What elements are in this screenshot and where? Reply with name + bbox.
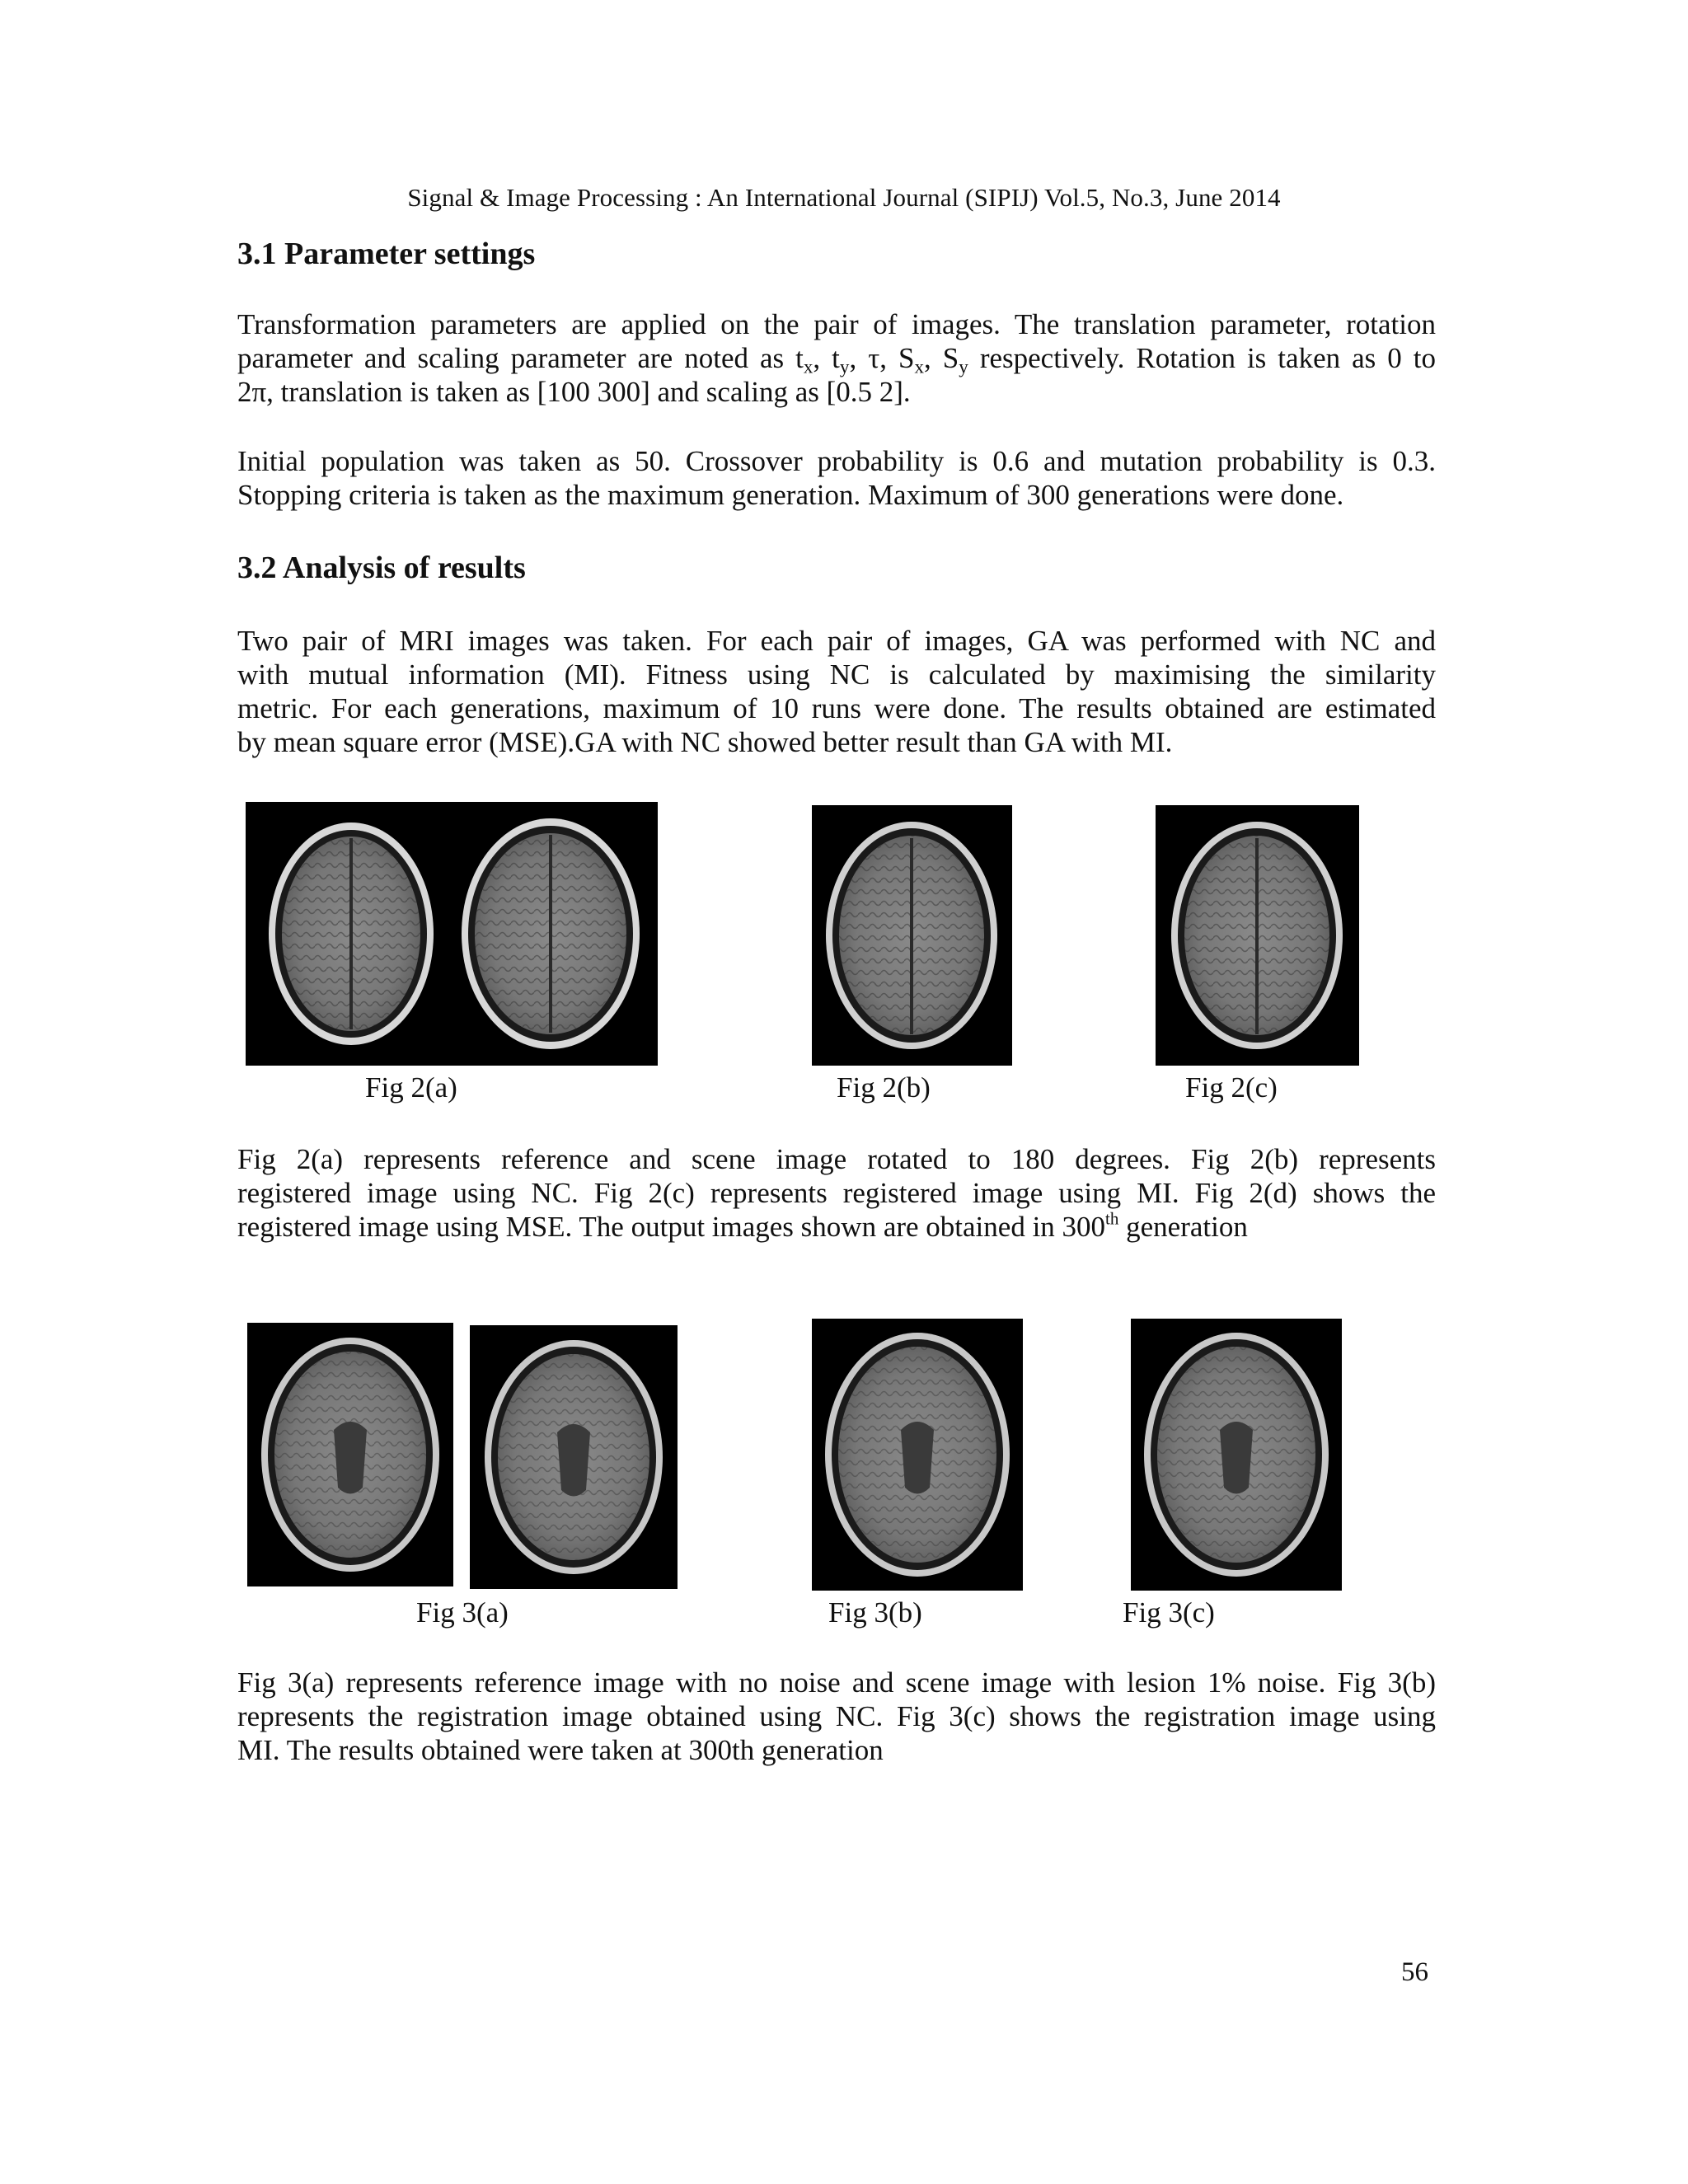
- running-header: Signal & Image Processing : An International Journal (SIPIJ) Vol.5, No.3, June 2014: [407, 183, 1281, 212]
- fig-2a-image: [246, 802, 658, 1066]
- fig-3-description: [237, 1666, 1436, 1767]
- text-line: registered image using NC. Fig 2(c) represents registered image using MI. Fig 2(d) shows the: [237, 1177, 1436, 1209]
- text-line: metric. For each generations, maximum of 10 runs were done. The results obtained are estimated: [237, 692, 1436, 724]
- section-heading-3-1: 3.1 Parameter settings: [237, 237, 536, 271]
- fig-3b-image: [812, 1319, 1023, 1591]
- text-line: Fig 3(a) represents reference image with no noise and scene image with lesion 1% noise. Fig 3(b): [237, 1666, 1436, 1699]
- text-line: by mean square error (MSE).GA with NC showed better result than GA with MI.: [237, 726, 1173, 758]
- text-line: Fig 2(a) represents reference and scene image rotated to 180 degrees. Fig 2(b) represents: [237, 1143, 1436, 1175]
- text-line: represents the registration image obtained using NC. Fig 3(c) shows the registration image using: [237, 1700, 1436, 1732]
- section-heading-3-2: 3.2 Analysis of results: [237, 551, 526, 585]
- fig-2c-caption: Fig 2(c): [1185, 1071, 1278, 1104]
- analysis-paragraph: [237, 624, 1436, 759]
- fig-2b-image: [812, 805, 1012, 1066]
- fig-2a-caption: Fig 2(a): [365, 1071, 457, 1104]
- text-line: Stopping criteria is taken as the maximum generation. Maximum of 300 generations were done.: [237, 479, 1344, 511]
- text-line: 2π, translation is taken as [100 300] and scaling as [0.5 2].: [237, 376, 911, 408]
- fig-3c-image: [1131, 1319, 1342, 1591]
- text-line: with mutual information (MI). Fitness using NC is calculated by maximising the similarity: [237, 658, 1436, 691]
- parameter-settings-paragraph-2: [237, 444, 1436, 512]
- parameter-settings-paragraph-1: [237, 307, 1436, 409]
- text-line: MI. The results obtained were taken at 300th generation: [237, 1734, 884, 1766]
- fig-3c-caption: Fig 3(c): [1123, 1596, 1215, 1629]
- page-number: 56: [1401, 1957, 1428, 1987]
- text-line: registered image using MSE. The output images shown are obtained in 300th generation: [237, 1208, 1248, 1243]
- text-line: Transformation parameters are applied on the pair of images. The translation parameter, rotation: [237, 308, 1436, 340]
- fig-3a-caption: Fig 3(a): [416, 1596, 509, 1629]
- text-line: Initial population was taken as 50. Crossover probability is 0.6 and mutation probability is 0.3.: [237, 445, 1436, 477]
- fig-3b-caption: Fig 3(b): [828, 1596, 922, 1629]
- fig-3a-scene-image: [470, 1325, 678, 1589]
- fig-2-description: [237, 1142, 1436, 1244]
- fig-2b-caption: Fig 2(b): [837, 1071, 931, 1104]
- text-line: parameter and scaling parameter are noted as $t_x$, $t_y$, τ, $S_x$, $S_y$ respectively. Rotation is taken as 0 to: [237, 342, 1436, 377]
- text-line: Two pair of MRI images was taken. For each pair of images, GA was performed with NC and: [237, 625, 1436, 657]
- fig-2c-image: [1156, 805, 1359, 1066]
- fig-3a-reference-image: [247, 1323, 453, 1586]
